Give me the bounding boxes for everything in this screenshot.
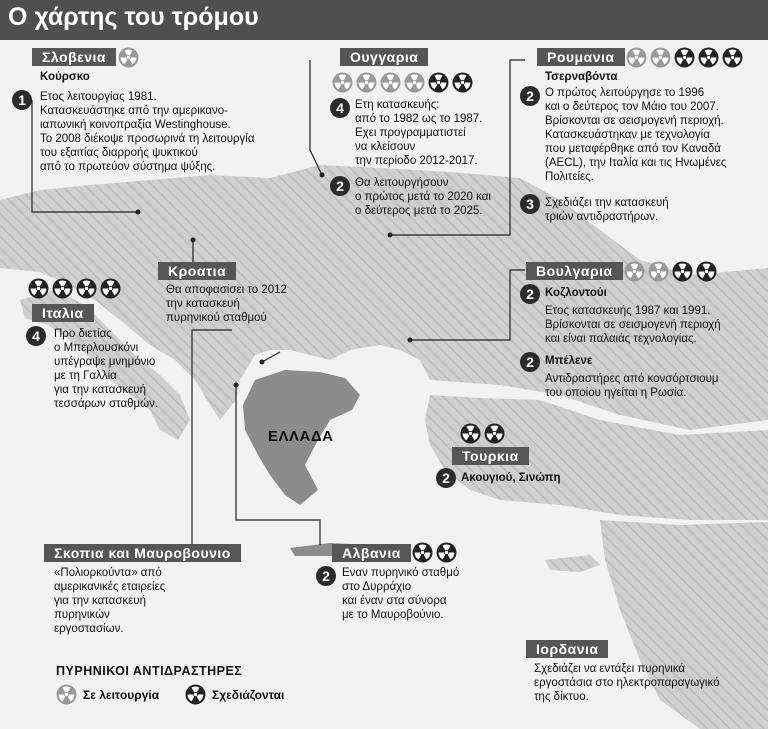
text-line: Σχεδιάζει να εντάξει πυρηνικά xyxy=(534,663,686,675)
reactor-operating-icon xyxy=(404,72,425,93)
slovenia-description xyxy=(40,90,255,174)
jordan-description xyxy=(534,662,720,704)
hungary-icons xyxy=(332,72,473,93)
reactor-operating-icon xyxy=(56,684,77,705)
bulgaria-plant-name-1: Κοζλοντούι xyxy=(545,287,607,299)
reactor-planned-icon xyxy=(672,261,693,282)
albania-description xyxy=(342,566,459,622)
text-line: πυρηνικού σταθμού xyxy=(166,312,267,324)
legend-planned-icon xyxy=(185,684,206,705)
text-line: Πολιτείες. xyxy=(545,171,594,183)
reactor-planned-icon xyxy=(185,684,206,705)
reactor-planned-icon xyxy=(696,261,717,282)
reactor-operating-icon xyxy=(626,47,647,68)
bulgaria-description-1 xyxy=(545,304,721,346)
reactor-planned-icon xyxy=(100,278,121,299)
country-label-turkey: Τουρκια xyxy=(452,447,529,465)
turkey-plant-names: Ακουγιού, Σινώπη xyxy=(461,472,561,484)
legend-title: ΠΥΡΗΝΙΚΟΙ ΑΝΤΙΔΡΑΣΤΗΡΕΣ xyxy=(56,664,243,678)
country-label-albania: Αλβανια xyxy=(332,544,411,562)
albania-icons xyxy=(412,542,457,563)
albania-count-badge: 2 xyxy=(316,566,336,586)
reactor-planned-icon xyxy=(76,278,97,299)
text-line: με τη Γαλλία xyxy=(54,370,117,382)
text-line: πυρηνικών xyxy=(54,609,110,621)
text-line: Θα λειτουργήσουν xyxy=(355,177,449,189)
bulgaria-count-badge-2: 2 xyxy=(520,352,540,372)
text-line: Ετη κατασκευής: xyxy=(355,99,440,111)
reactor-planned-icon xyxy=(436,542,457,563)
romania-count-badge-1: 2 xyxy=(520,86,540,106)
text-line: και ο δεύτερος τον Μάιο του 2007. xyxy=(545,101,719,113)
text-line: υπέγραψε μνημόνιο xyxy=(54,356,156,368)
turkey-icons xyxy=(460,423,505,444)
text-line: «Πολιορκούντα» από xyxy=(54,567,162,579)
country-label-croatia: Κροατια xyxy=(158,262,236,280)
romania-icons xyxy=(626,47,743,68)
legend-operating xyxy=(56,684,159,705)
text-line: εργοστασίων. xyxy=(54,623,124,635)
text-line: Βρίσκονται σε σεισμογενή περιοχή. xyxy=(545,115,724,127)
text-line: Εναν πυρηνικό σταθμό xyxy=(342,567,460,579)
country-label-skopje-montenegro: Σκοπια και Μαυροβουνιο xyxy=(44,544,241,562)
greece-label: ΕΛΛΑΔΑ xyxy=(268,428,334,445)
country-label-hungary: Ουγγαρια xyxy=(340,48,428,66)
reactor-planned-icon xyxy=(52,278,73,299)
bulgaria-icons xyxy=(624,261,717,282)
text-line: τεσσάρων σταθμών. xyxy=(54,398,159,410)
text-line: του εξαιτίας διαρροής ψυκτικού xyxy=(40,147,198,159)
bulgaria-plant-name-2: Μπέλενε xyxy=(545,355,593,367)
reactor-planned-icon xyxy=(484,423,505,444)
text-line: Το 2008 διέκοψε προσωρινά τη λειτουργία xyxy=(40,133,255,145)
romania-description-1 xyxy=(545,86,726,184)
hungary-description-1 xyxy=(355,98,482,168)
reactor-operating-icon xyxy=(118,47,139,68)
text-line: από το 1982 ως το 1987. xyxy=(355,113,483,125)
text-line: ο πρώτος μετά το 2020 και xyxy=(355,191,491,203)
text-line: ο Μπερλουσκόνι xyxy=(54,342,139,354)
text-line: Σχεδιάζει την κατασκευή xyxy=(545,197,669,209)
country-label-bulgaria: Βουλγαρια xyxy=(526,262,623,280)
reactor-planned-icon xyxy=(698,47,719,68)
text-line: εργοστάσια στο ηλεκτροπαραγωγικό xyxy=(534,677,720,689)
text-line: την περίοδο 2012-2017. xyxy=(355,155,478,167)
country-label-romania: Ρουμανια xyxy=(537,48,625,66)
romania-description-2 xyxy=(545,196,669,224)
text-line: του οποίου ηγείται η Ρωσία. xyxy=(545,387,687,399)
italy-icons xyxy=(28,278,121,299)
slovenia-icons xyxy=(118,47,139,68)
reactor-planned-icon xyxy=(412,542,433,563)
hungary-count-badge-2: 2 xyxy=(330,176,350,196)
text-line: και είναι παλαιάς τεχνολογίας. xyxy=(545,333,697,345)
italy-description xyxy=(54,327,158,411)
bulgaria-count-badge-1: 2 xyxy=(520,284,540,304)
slovenia-count-badge: 1 xyxy=(12,90,32,110)
text-line: τριών αντιδραστήρων. xyxy=(545,211,659,223)
croatia-description xyxy=(166,283,287,325)
legend-operating-label: Σε λειτουργία xyxy=(83,687,160,702)
hungary-description-2 xyxy=(355,176,491,218)
reactor-operating-icon xyxy=(380,72,401,93)
turkey-count-badge: 2 xyxy=(436,468,456,488)
skopje-description xyxy=(54,566,165,636)
reactor-operating-icon xyxy=(648,261,669,282)
text-line: αμερικανικές εταιρείες xyxy=(54,581,166,593)
page-title: Ο χάρτης του τρόμου xyxy=(8,3,259,31)
reactor-operating-icon xyxy=(332,72,353,93)
legend-operating-icon xyxy=(56,684,77,705)
text-line: που μεταφέρθηκε από τον Καναδά xyxy=(545,143,721,155)
text-line: για την κατασκευή xyxy=(54,384,146,396)
text-line: για την κατασκευή xyxy=(54,595,146,607)
reactor-planned-icon xyxy=(722,47,743,68)
text-line: Εχει προγραμματιστεί xyxy=(355,127,466,139)
italy-count-badge: 4 xyxy=(26,326,46,346)
legend-planned-label: Σχεδιάζονται xyxy=(212,687,285,702)
text-line: Κατασκευάστηκαν με τεχνολογία xyxy=(545,129,710,141)
text-line: Κατασκευάστηκε από την αμερικανο- xyxy=(40,105,229,117)
country-label-slovenia: Σλοβενια xyxy=(32,48,116,66)
hungary-count-badge-1: 4 xyxy=(330,98,350,118)
text-line: και έναν στα σύνορα xyxy=(342,595,447,607)
bulgaria-description-2 xyxy=(545,372,719,400)
country-label-jordan: Ιορδανια xyxy=(526,640,608,658)
text-line: της δίκτυο. xyxy=(534,691,589,703)
text-line: Προ διετίας xyxy=(54,328,112,340)
reactor-planned-icon xyxy=(452,72,473,93)
reactor-planned-icon xyxy=(28,278,49,299)
text-line: από το πρωτεύον σύστημα ψύξης. xyxy=(40,161,216,173)
legend-planned xyxy=(185,684,284,705)
reactor-operating-icon xyxy=(624,261,645,282)
title-bar xyxy=(0,0,768,40)
reactor-operating-icon xyxy=(356,72,377,93)
slovenia-plant-name: Κούρσκο xyxy=(40,71,90,83)
reactor-planned-icon xyxy=(674,47,695,68)
land-cyprus xyxy=(545,555,600,572)
country-label-italy: Ιταλια xyxy=(32,304,94,322)
text-line: Ο πρώτος λειτούργησε το 1996 xyxy=(545,87,705,99)
reactor-operating-icon xyxy=(650,47,671,68)
text-line: την κατασκευή xyxy=(166,298,240,310)
reactor-planned-icon xyxy=(428,72,449,93)
text-line: ο δεύτερος μετά το 2025. xyxy=(355,205,483,217)
text-line: με το Μαυροβούνιο. xyxy=(342,609,444,621)
text-line: Αντιδραστήρες από κονσόρτσιουμ xyxy=(545,373,719,385)
romania-count-badge-2: 3 xyxy=(520,194,540,214)
text-line: να κλείσουν xyxy=(355,141,416,153)
text-line: Ετος λειτουργίας 1981. xyxy=(40,91,157,103)
text-line: (AECL), την Ιταλία και τις Ηνωμένες xyxy=(545,157,727,169)
text-line: Θα αποφασίσει το 2012 xyxy=(166,284,287,296)
text-line: ιαπωνική κοινοπραξία Westinghouse. xyxy=(40,119,231,131)
text-line: στο Δυρράχιο xyxy=(342,581,412,593)
romania-plant-name: Τσερναβόντα xyxy=(545,71,618,83)
text-line: Βρίσκονται σε σεισμογενή περιοχή xyxy=(545,319,721,331)
reactor-planned-icon xyxy=(460,423,481,444)
text-line: Ετος κατασκευής 1987 και 1991. xyxy=(545,305,711,317)
